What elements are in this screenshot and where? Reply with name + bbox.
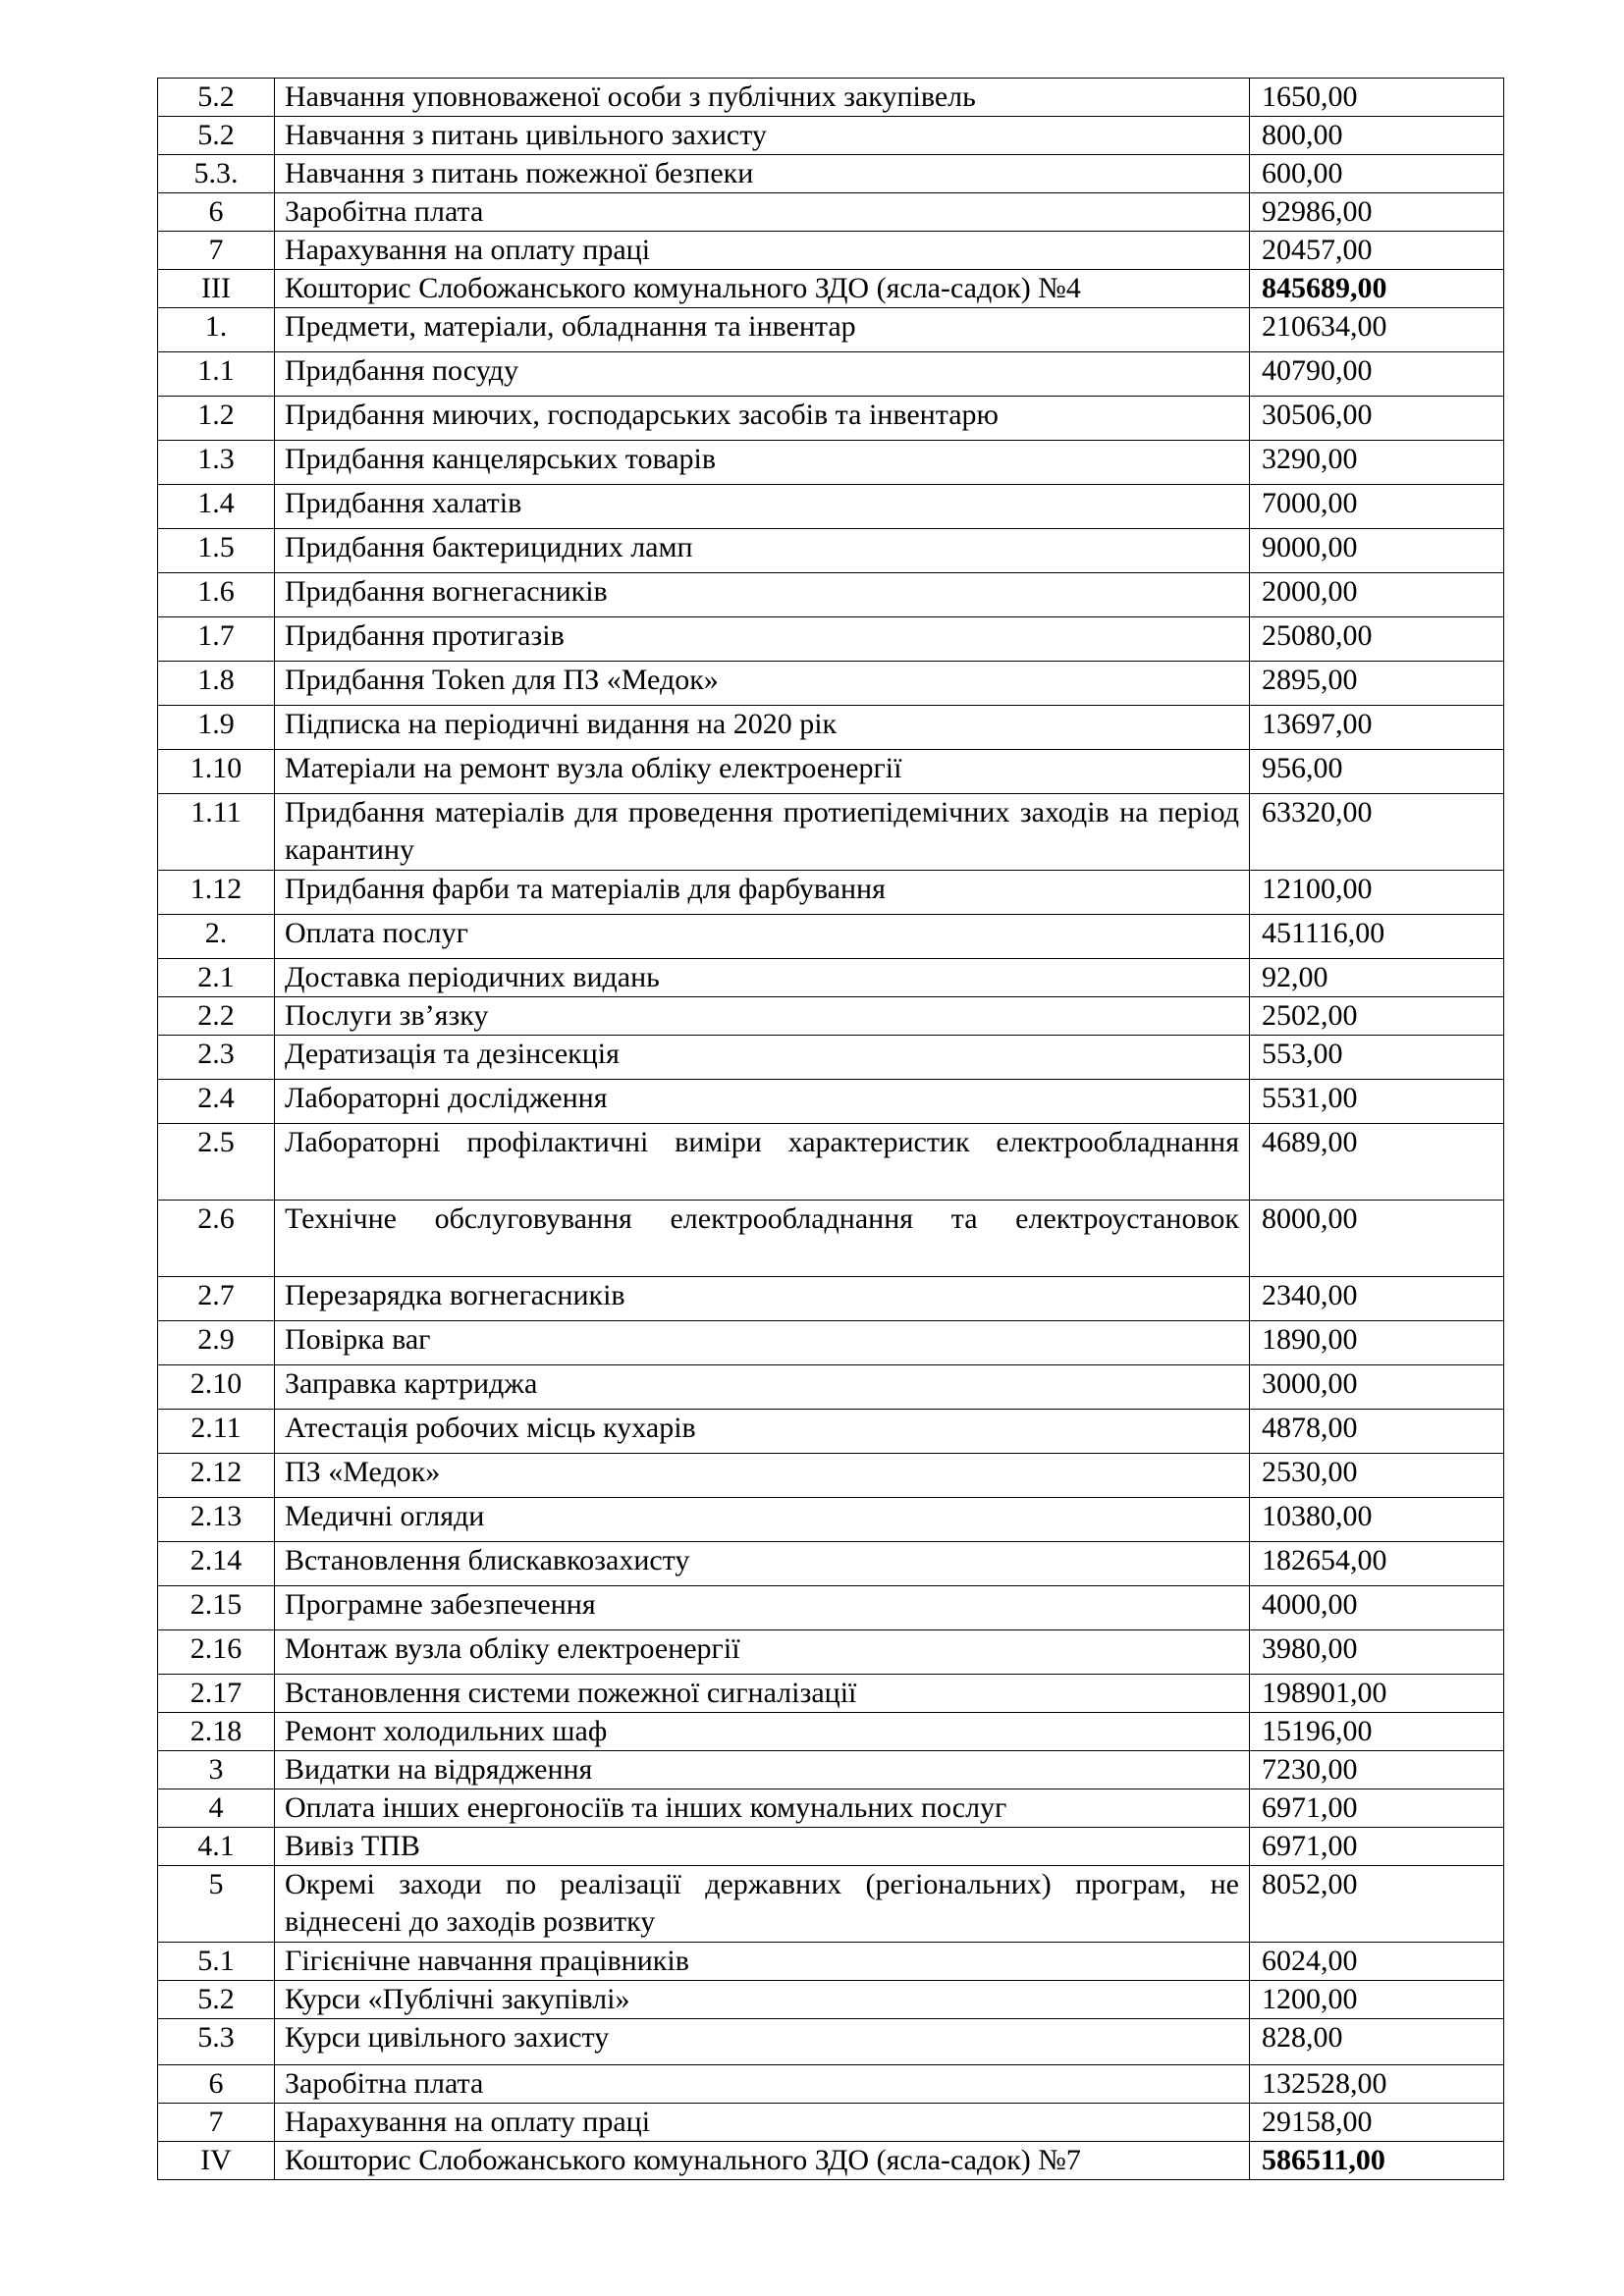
- row-description: ПЗ «Медок»: [275, 1454, 1250, 1498]
- row-description: Придбання миючих, господарських засобів та інвентарю: [275, 397, 1250, 441]
- row-amount: 13697,00: [1250, 706, 1504, 750]
- row-amount: 25080,00: [1250, 617, 1504, 662]
- row-description: Вивіз ТПВ: [275, 1828, 1250, 1866]
- table-row: [158, 193, 1504, 232]
- row-description: Навчання уповноваженої особи з публічних закупівель: [275, 79, 1250, 117]
- row-description: Монтаж вузла обліку електроенергії: [275, 1630, 1250, 1675]
- table-row: [158, 1675, 1504, 1713]
- row-description: Заробітна плата: [275, 193, 1250, 232]
- row-amount: 210634,00: [1250, 308, 1504, 352]
- row-amount: 132528,00: [1250, 2065, 1504, 2104]
- row-number: 1.: [158, 308, 275, 352]
- row-number: 1.4: [158, 485, 275, 529]
- row-amount: 3980,00: [1250, 1630, 1504, 1675]
- row-amount: 2340,00: [1250, 1277, 1504, 1321]
- table-row: [158, 997, 1504, 1036]
- row-amount: 7230,00: [1250, 1751, 1504, 1789]
- row-amount: 6971,00: [1250, 1789, 1504, 1828]
- table-row: [158, 750, 1504, 794]
- table-row: [158, 308, 1504, 352]
- table-row: [158, 1124, 1504, 1201]
- row-description: Лабораторні профілактичні виміри характеристик електрообладнання: [275, 1124, 1250, 1201]
- row-number: 2.2: [158, 997, 275, 1036]
- table-row: [158, 1751, 1504, 1789]
- table-row: [158, 1321, 1504, 1365]
- row-number: 2.16: [158, 1630, 275, 1675]
- row-amount: 1890,00: [1250, 1321, 1504, 1365]
- row-amount: 182654,00: [1250, 1542, 1504, 1586]
- row-number: 2.6: [158, 1201, 275, 1277]
- row-description: Програмне забезпечення: [275, 1586, 1250, 1630]
- row-amount: 30506,00: [1250, 397, 1504, 441]
- table-row: [158, 1454, 1504, 1498]
- row-description: Оплата послуг: [275, 915, 1250, 959]
- row-description: Нарахування на оплату праці: [275, 232, 1250, 270]
- row-amount: 2502,00: [1250, 997, 1504, 1036]
- row-number: 4.1: [158, 1828, 275, 1866]
- row-number: 5.3: [158, 2019, 275, 2065]
- table-row: [158, 352, 1504, 397]
- row-number: 2.13: [158, 1498, 275, 1542]
- table-row: [158, 441, 1504, 485]
- row-number: 5: [158, 1866, 275, 1943]
- row-amount: 6971,00: [1250, 1828, 1504, 1866]
- row-description: Технічне обслуговування електрообладнання та електроустановок: [275, 1201, 1250, 1277]
- table-row: [158, 155, 1504, 193]
- row-amount: 956,00: [1250, 750, 1504, 794]
- row-description: Навчання з питань пожежної безпеки: [275, 155, 1250, 193]
- row-description: Ремонт холодильних шаф: [275, 1713, 1250, 1751]
- table-row: [158, 1866, 1504, 1943]
- row-amount: 4000,00: [1250, 1586, 1504, 1630]
- row-amount: 2000,00: [1250, 573, 1504, 617]
- row-description: Предмети, матеріали, обладнання та інвентар: [275, 308, 1250, 352]
- row-description: Курси «Публічні закупівлі»: [275, 1981, 1250, 2019]
- row-number: 2.4: [158, 1080, 275, 1124]
- table-row: [158, 1542, 1504, 1586]
- row-number: 2.18: [158, 1713, 275, 1751]
- table-row: [158, 573, 1504, 617]
- row-description: Гігієнічне навчання працівників: [275, 1943, 1250, 1981]
- row-description: Нарахування на оплату праці: [275, 2104, 1250, 2142]
- table-row: [158, 2104, 1504, 2142]
- table-row: [158, 1789, 1504, 1828]
- row-amount: 7000,00: [1250, 485, 1504, 529]
- row-number: 2.3: [158, 1036, 275, 1080]
- row-amount: 845689,00: [1250, 270, 1504, 308]
- table-row: [158, 1498, 1504, 1542]
- table-row: [158, 1080, 1504, 1124]
- row-amount: 6024,00: [1250, 1943, 1504, 1981]
- row-amount: 4689,00: [1250, 1124, 1504, 1201]
- row-description: Атестація робочих місць кухарів: [275, 1410, 1250, 1454]
- row-number: 2.: [158, 915, 275, 959]
- row-description: Оплата інших енергоносіїв та інших комунальних послуг: [275, 1789, 1250, 1828]
- row-amount: 92986,00: [1250, 193, 1504, 232]
- table-row: [158, 529, 1504, 573]
- row-number: 5.2: [158, 79, 275, 117]
- row-number: IV: [158, 2142, 275, 2180]
- table-row: [158, 915, 1504, 959]
- row-description: Медичні огляди: [275, 1498, 1250, 1542]
- budget-table: [157, 78, 1504, 2180]
- row-number: 1.8: [158, 662, 275, 706]
- row-number: 2.12: [158, 1454, 275, 1498]
- table-row: [158, 871, 1504, 915]
- row-description: Придбання халатів: [275, 485, 1250, 529]
- row-description: Придбання Token для ПЗ «Медок»: [275, 662, 1250, 706]
- row-description: Перезарядка вогнегасників: [275, 1277, 1250, 1321]
- row-amount: 12100,00: [1250, 871, 1504, 915]
- row-description: Доставка періодичних видань: [275, 959, 1250, 997]
- row-amount: 1200,00: [1250, 1981, 1504, 2019]
- row-amount: 3290,00: [1250, 441, 1504, 485]
- table-row: [158, 2019, 1504, 2065]
- table-row: [158, 959, 1504, 997]
- row-number: 3: [158, 1751, 275, 1789]
- row-number: 2.15: [158, 1586, 275, 1630]
- row-amount: 586511,00: [1250, 2142, 1504, 2180]
- row-number: 1.6: [158, 573, 275, 617]
- row-amount: 828,00: [1250, 2019, 1504, 2065]
- table-row: [158, 79, 1504, 117]
- row-amount: 553,00: [1250, 1036, 1504, 1080]
- row-number: 2.5: [158, 1124, 275, 1201]
- table-row: [158, 1981, 1504, 2019]
- row-amount: 2895,00: [1250, 662, 1504, 706]
- row-description: Матеріали на ремонт вузла обліку електроенергії: [275, 750, 1250, 794]
- row-description: Курси цивільного захисту: [275, 2019, 1250, 2065]
- row-amount: 15196,00: [1250, 1713, 1504, 1751]
- row-number: III: [158, 270, 275, 308]
- row-description: Придбання фарби та матеріалів для фарбування: [275, 871, 1250, 915]
- table-row: [158, 1713, 1504, 1751]
- row-number: 1.2: [158, 397, 275, 441]
- row-amount: 2530,00: [1250, 1454, 1504, 1498]
- row-number: 4: [158, 1789, 275, 1828]
- row-number: 6: [158, 193, 275, 232]
- row-description: Придбання бактерицидних ламп: [275, 529, 1250, 573]
- row-number: 1.10: [158, 750, 275, 794]
- row-description: Придбання вогнегасників: [275, 573, 1250, 617]
- row-amount: 451116,00: [1250, 915, 1504, 959]
- row-amount: 4878,00: [1250, 1410, 1504, 1454]
- table-row: [158, 1201, 1504, 1277]
- table-row: [158, 706, 1504, 750]
- row-description: Лабораторні дослідження: [275, 1080, 1250, 1124]
- row-number: 6: [158, 2065, 275, 2104]
- row-amount: 10380,00: [1250, 1498, 1504, 1542]
- budget-table-body: [158, 79, 1504, 2180]
- row-number: 2.7: [158, 1277, 275, 1321]
- row-number: 1.7: [158, 617, 275, 662]
- table-row: [158, 1365, 1504, 1410]
- table-row: [158, 397, 1504, 441]
- row-number: 1.5: [158, 529, 275, 573]
- row-number: 1.12: [158, 871, 275, 915]
- row-number: 5.2: [158, 1981, 275, 2019]
- row-description: Встановлення системи пожежної сигналізації: [275, 1675, 1250, 1713]
- row-number: 2.10: [158, 1365, 275, 1410]
- row-number: 2.17: [158, 1675, 275, 1713]
- table-row: [158, 2142, 1504, 2180]
- row-number: 1.9: [158, 706, 275, 750]
- row-amount: 8052,00: [1250, 1866, 1504, 1943]
- row-amount: 29158,00: [1250, 2104, 1504, 2142]
- row-number: 1.1: [158, 352, 275, 397]
- table-row: [158, 1630, 1504, 1675]
- row-number: 1.3: [158, 441, 275, 485]
- row-number: 2.1: [158, 959, 275, 997]
- row-description: Окремі заходи по реалізації державних (регіональних) програм, не віднесені до заходів розвитку: [275, 1866, 1250, 1943]
- row-number: 5.3.: [158, 155, 275, 193]
- row-description: Заправка картриджа: [275, 1365, 1250, 1410]
- table-row: [158, 1410, 1504, 1454]
- row-description: Встановлення блискавкозахисту: [275, 1542, 1250, 1586]
- row-number: 7: [158, 2104, 275, 2142]
- row-amount: 40790,00: [1250, 352, 1504, 397]
- row-amount: 92,00: [1250, 959, 1504, 997]
- row-description: Придбання протигазів: [275, 617, 1250, 662]
- row-number: 2.11: [158, 1410, 275, 1454]
- row-amount: 3000,00: [1250, 1365, 1504, 1410]
- table-row: [158, 2065, 1504, 2104]
- table-row: [158, 232, 1504, 270]
- table-row: [158, 1586, 1504, 1630]
- row-number: 1.11: [158, 794, 275, 871]
- row-number: 5.2: [158, 117, 275, 155]
- row-number: 7: [158, 232, 275, 270]
- table-row: [158, 270, 1504, 308]
- row-description: Придбання посуду: [275, 352, 1250, 397]
- row-description: Придбання канцелярських товарів: [275, 441, 1250, 485]
- table-row: [158, 1036, 1504, 1080]
- row-description: Заробітна плата: [275, 2065, 1250, 2104]
- row-description: Дератизація та дезінсекція: [275, 1036, 1250, 1080]
- table-row: [158, 1943, 1504, 1981]
- row-number: 2.14: [158, 1542, 275, 1586]
- row-description: Кошторис Слобожанського комунального ЗДО (ясла-садок) №4: [275, 270, 1250, 308]
- row-amount: 198901,00: [1250, 1675, 1504, 1713]
- row-description: Кошторис Слобожанського комунального ЗДО (ясла-садок) №7: [275, 2142, 1250, 2180]
- row-amount: 9000,00: [1250, 529, 1504, 573]
- row-description: Придбання матеріалів для проведення протиепідемічних заходів на період карантину: [275, 794, 1250, 871]
- row-amount: 63320,00: [1250, 794, 1504, 871]
- row-amount: 8000,00: [1250, 1201, 1504, 1277]
- row-description: Видатки на відрядження: [275, 1751, 1250, 1789]
- table-row: [158, 794, 1504, 871]
- table-row: [158, 617, 1504, 662]
- row-description: Послуги зв’язку: [275, 997, 1250, 1036]
- row-amount: 600,00: [1250, 155, 1504, 193]
- table-row: [158, 662, 1504, 706]
- table-row: [158, 1828, 1504, 1866]
- row-amount: 5531,00: [1250, 1080, 1504, 1124]
- table-row: [158, 485, 1504, 529]
- row-amount: 800,00: [1250, 117, 1504, 155]
- row-amount: 20457,00: [1250, 232, 1504, 270]
- row-amount: 1650,00: [1250, 79, 1504, 117]
- row-number: 5.1: [158, 1943, 275, 1981]
- row-description: Підписка на періодичні видання на 2020 рік: [275, 706, 1250, 750]
- table-row: [158, 1277, 1504, 1321]
- table-row: [158, 117, 1504, 155]
- row-number: 2.9: [158, 1321, 275, 1365]
- row-description: Повірка ваг: [275, 1321, 1250, 1365]
- row-description: Навчання з питань цивільного захисту: [275, 117, 1250, 155]
